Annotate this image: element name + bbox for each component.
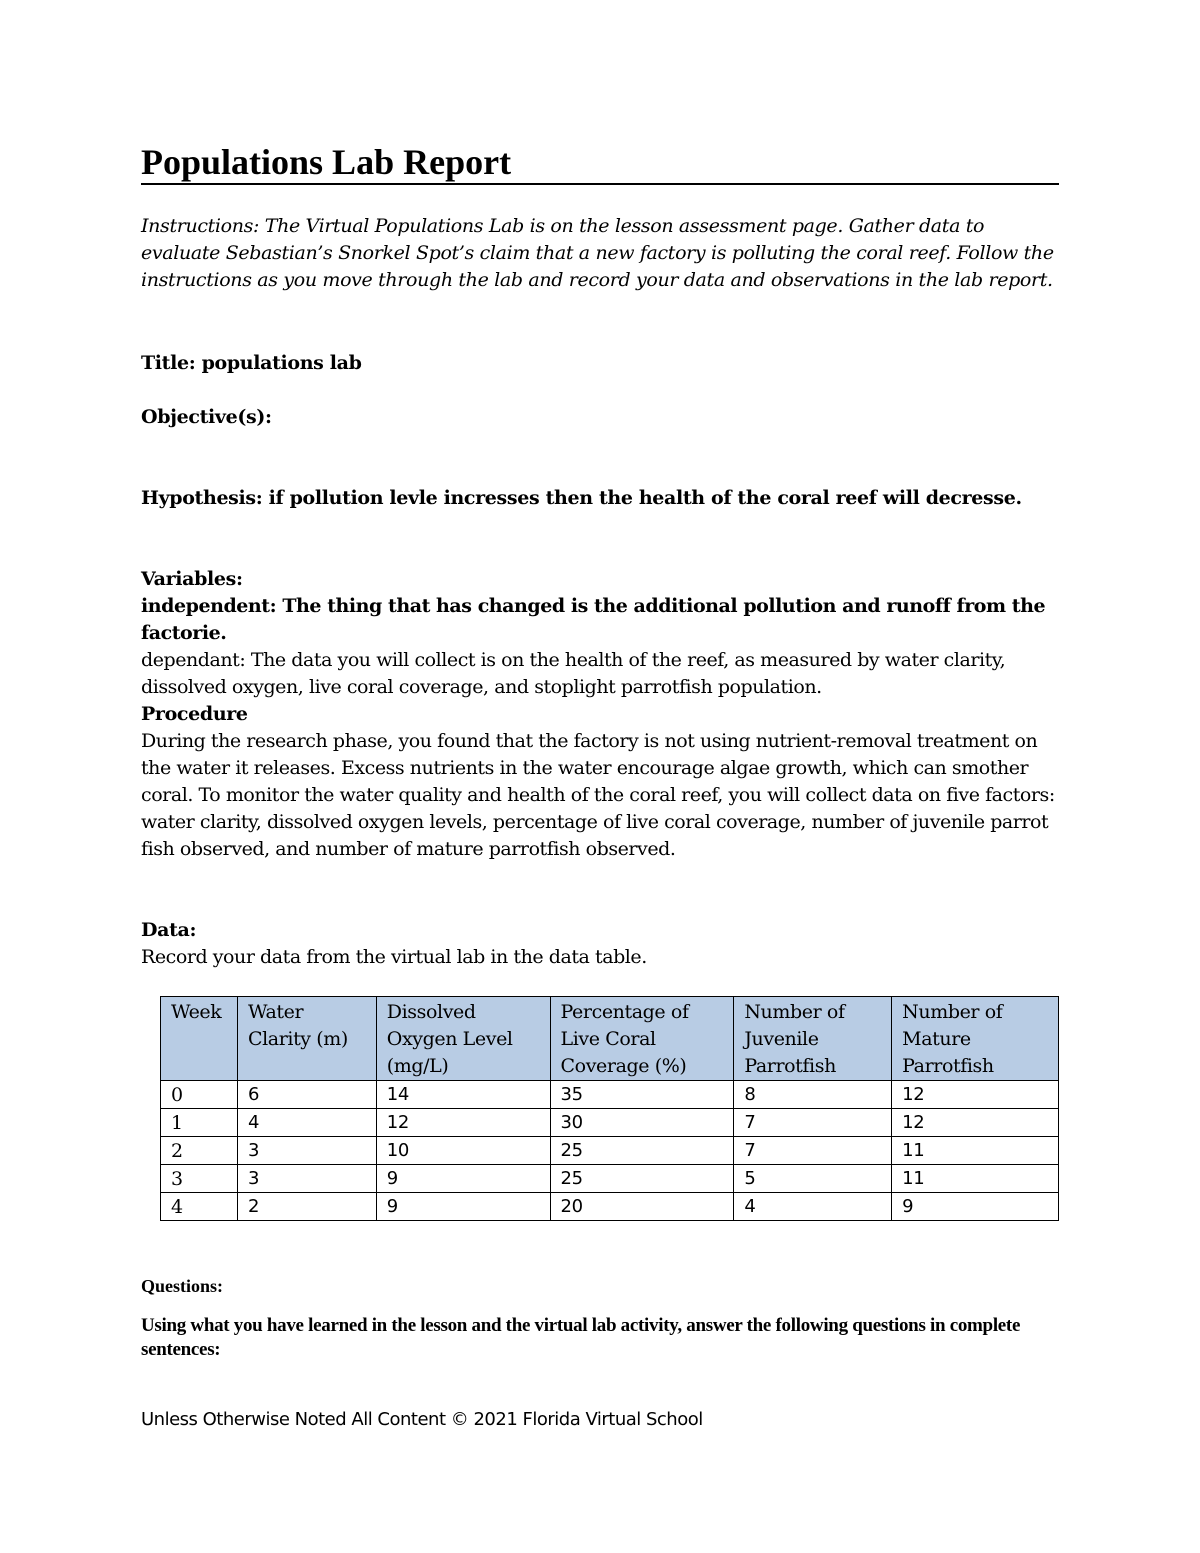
document-title: Populations Lab Report (141, 142, 512, 182)
table-cell: 4 (734, 1193, 892, 1221)
header-week: Week (161, 997, 238, 1081)
table-cell: 9 (376, 1165, 550, 1193)
header-mature-parrotfish: Number of Mature Parrotfish (892, 997, 1059, 1081)
table-cell: 7 (734, 1137, 892, 1165)
table-header-row (161, 997, 1059, 1081)
header-water-clarity: Water Clarity (m) (237, 997, 376, 1081)
header-juvenile-parrotfish: Number of Juvenile Parrotfish (734, 997, 892, 1081)
table-cell: 9 (892, 1193, 1059, 1221)
table-cell: 5 (734, 1165, 892, 1193)
table-cell: 9 (376, 1193, 550, 1221)
table-cell: 4 (161, 1193, 238, 1221)
table-row (161, 1165, 1059, 1193)
table-cell: 12 (892, 1109, 1059, 1137)
table-cell: 11 (892, 1165, 1059, 1193)
table-row (161, 1193, 1059, 1221)
data-table (160, 996, 1059, 1221)
dependent-variable: dependant: The data you will collect is on the health of the reef, as measured by water clarity, dissolved oxygen, live coral coverage, and stoplight parrotfish population. (141, 649, 1006, 698)
data-instruction: Record your data from the virtual lab in the data table. (141, 946, 647, 968)
table-cell: 35 (550, 1081, 734, 1109)
table-cell: 3 (237, 1137, 376, 1165)
table-cell: 3 (161, 1165, 238, 1193)
procedure-label: Procedure (141, 703, 248, 725)
table-cell: 2 (161, 1137, 238, 1165)
table-cell: 6 (237, 1081, 376, 1109)
copyright-footer: Unless Otherwise Noted All Content © 2021 Florida Virtual School (141, 1409, 703, 1430)
table-cell: 10 (376, 1137, 550, 1165)
procedure-paragraph: During the research phase, you found that the factory is not using nutrient-removal treatment on the water it releases. Excess nutrients in the water encourage algae growth, which can smother coral. To monitor the water quality and health of the coral reef, you will collect data on five factors: water clarity, dissolved oxygen levels, percentage of live coral coverage, number of juvenile parrot fish observed, and number of mature parrotfish observed. (141, 730, 1055, 860)
table-cell: 2 (237, 1193, 376, 1221)
hypothesis-line: Hypothesis: if pollution levle incresses then the health of the coral reef will decresse. (141, 487, 1022, 509)
table-cell: 25 (550, 1137, 734, 1165)
table-cell: 20 (550, 1193, 734, 1221)
table-row (161, 1109, 1059, 1137)
objective-label: Objective(s): (141, 406, 272, 428)
table-cell: 1 (161, 1109, 238, 1137)
data-label: Data: (141, 919, 197, 941)
table-cell: 30 (550, 1109, 734, 1137)
questions-label: Questions: (141, 1276, 224, 1296)
table-cell: 12 (892, 1081, 1059, 1109)
table-cell: 11 (892, 1137, 1059, 1165)
header-live-coral: Percentage of Live Coral Coverage (%) (550, 997, 734, 1081)
header-dissolved-oxygen: Dissolved Oxygen Level (mg/L) (376, 997, 550, 1081)
questions-instruction: Using what you have learned in the lesson and the virtual lab activity, answer the following questions in complete sentences: (141, 1315, 1021, 1360)
title-field: Title: populations lab (141, 352, 362, 374)
independent-variable: independent: The thing that has changed is the additional pollution and runoff from the factorie. (141, 595, 1046, 644)
table-cell: 14 (376, 1081, 550, 1109)
table-row (161, 1081, 1059, 1109)
variables-label: Variables: (141, 568, 243, 590)
table-cell: 7 (734, 1109, 892, 1137)
table-cell: 3 (237, 1165, 376, 1193)
table-cell: 4 (237, 1109, 376, 1137)
table-cell: 8 (734, 1081, 892, 1109)
table-row (161, 1137, 1059, 1165)
table-cell: 12 (376, 1109, 550, 1137)
table-cell: 0 (161, 1081, 238, 1109)
instructions-paragraph: Instructions: The Virtual Populations Lab is on the lesson assessment page. Gather data to evaluate Sebastian’s Snorkel Spot’s claim that a new factory is polluting the coral reef. Follow the instructions as you move through the lab and record your data and observations in the lab report. (141, 215, 1054, 291)
table-cell: 25 (550, 1165, 734, 1193)
title-underline (141, 183, 1059, 185)
